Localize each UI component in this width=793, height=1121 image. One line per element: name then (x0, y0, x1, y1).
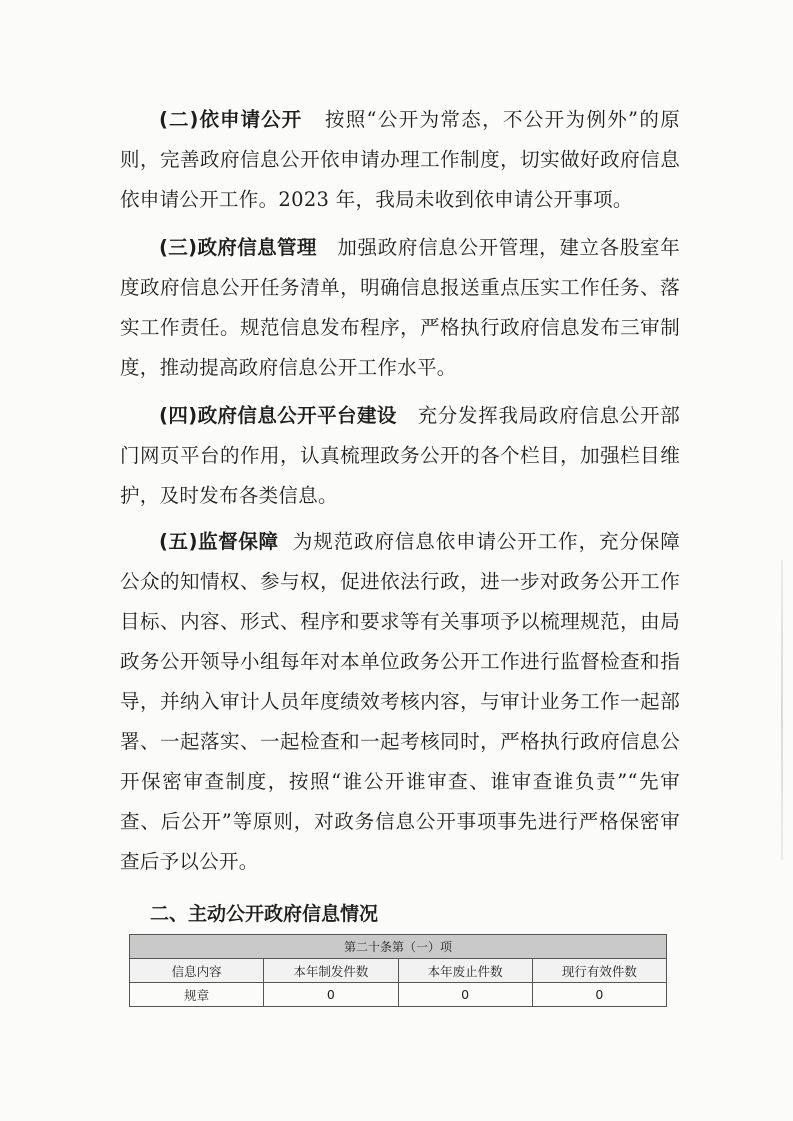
table-cell: 0 (264, 983, 398, 1007)
table-row (130, 983, 667, 1007)
header-cell: 现行有效件数 (532, 959, 666, 983)
table-caption: 第二十条第（一）项 (130, 935, 667, 959)
header-cell: 信息内容 (130, 959, 264, 983)
paragraph-application-disclosure (120, 100, 680, 220)
paragraph-heading: (三)政府信息管理 (159, 236, 317, 259)
paragraph-supervision (120, 522, 680, 882)
header-cell: 本年制发件数 (264, 959, 398, 983)
table-cell: 规章 (130, 983, 264, 1007)
paragraph-info-management (120, 228, 680, 388)
paragraph-body: 为规范政府信息依申请公开工作，充分保障公众的知情权、参与权，促进依法行政，进一步对政务公开工作目标、内容、形式、程序和要求等有关事项予以梳理规范，由局政务公开领导小组每年对本单位政务公开工作进行监督检查和指导，并纳入审计人员年度绩效考核内容，与审计业务工作一起部署、一起落实、一起检查和一起考核同时，严格执行政府信息公开保密审查制度，按照“谁公开谁审查、谁审查谁负责”“先审查、后公开”等原则，对政务信息公开事项事先进行严格保密审查后予以公开。 (120, 530, 681, 873)
paragraph-heading: (二)依申请公开 (159, 108, 303, 131)
header-cell: 本年废止件数 (398, 959, 532, 983)
table-cell: 0 (532, 983, 666, 1007)
disclosure-table (129, 934, 667, 1007)
section-title: 二、主动公开政府信息情况 (150, 903, 379, 925)
paragraph-body: 按照“公开为常态，不公开为例外”的原则，完善政府信息公开依申请办理工作制度，切实做好政府信息依申请公开工作。2023 年，我局未收到依申请公开事项。 (120, 108, 681, 211)
paragraph-body: 充分发挥我局政府信息公开部门网页平台的作用，认真梳理政务公开的各个栏目，加强栏目维护，及时发布各类信息。 (120, 404, 681, 507)
paragraph-heading: (五)监督保障 (159, 530, 279, 553)
table-cell: 0 (398, 983, 532, 1007)
paragraph-platform-construction (120, 396, 680, 516)
table-header-row (130, 959, 667, 983)
scan-edge-mark (781, 560, 783, 860)
paragraph-body: 加强政府信息公开管理，建立各股室年度政府信息公开任务清单，明确信息报送重点压实工作任务、落实工作责任。规范信息发布程序，严格执行政府信息发布三审制度，推动提高政府信息公开工作水平。 (120, 236, 681, 379)
table-caption-row (130, 935, 667, 959)
paragraph-heading: (四)政府信息公开平台建设 (159, 404, 397, 427)
